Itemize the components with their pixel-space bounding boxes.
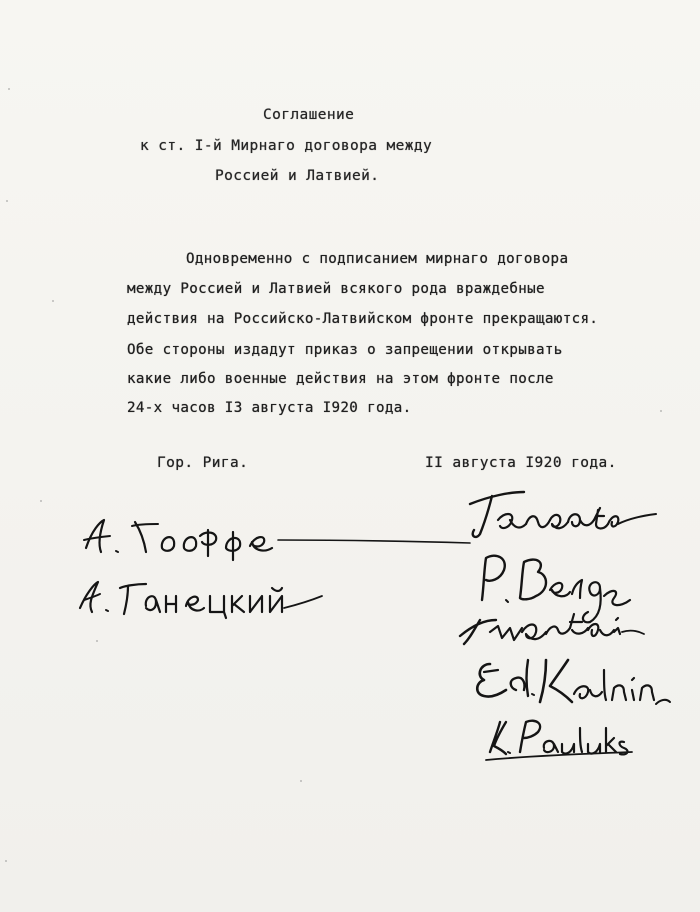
signature-akmentins	[460, 614, 644, 644]
signature-ganetsky	[80, 582, 322, 618]
document-subtitle-article: к ст. I-й Мирнаго договора между	[140, 138, 433, 154]
body-line: какие либо военные действия на этом фронте после	[127, 371, 554, 387]
signature-meierovics	[470, 492, 656, 537]
body-line: Одновременно с подписанием мирнаго договора	[186, 251, 569, 267]
document-title: Соглашение	[263, 107, 355, 123]
paper-speck	[300, 780, 302, 782]
paper-speck	[40, 500, 42, 502]
paper-speck	[6, 200, 8, 202]
paper-speck	[5, 860, 7, 862]
body-line: между Россией и Латвией всякого рода враждебные	[127, 281, 545, 297]
body-line: Обе стороны издадут приказ о запрещении открывать	[127, 342, 563, 358]
place-label: Гор. Рига.	[157, 455, 249, 471]
signature-paluks	[486, 721, 632, 760]
body-line: действия на Российско-Латвийском фронте прекращаются.	[127, 311, 599, 327]
signature-bergs	[482, 556, 630, 623]
signature-ioffe	[84, 520, 470, 560]
paper-speck	[660, 410, 662, 412]
paper-speck	[8, 88, 10, 90]
body-line: 24-х часов I3 августа I920 года.	[127, 400, 412, 416]
paper-speck	[96, 640, 98, 642]
date-label: II августа I920 года.	[425, 455, 617, 471]
document-subtitle-parties: Россией и Латвией.	[215, 168, 380, 184]
paper-speck	[52, 300, 54, 302]
signature-kalnins	[477, 660, 670, 704]
